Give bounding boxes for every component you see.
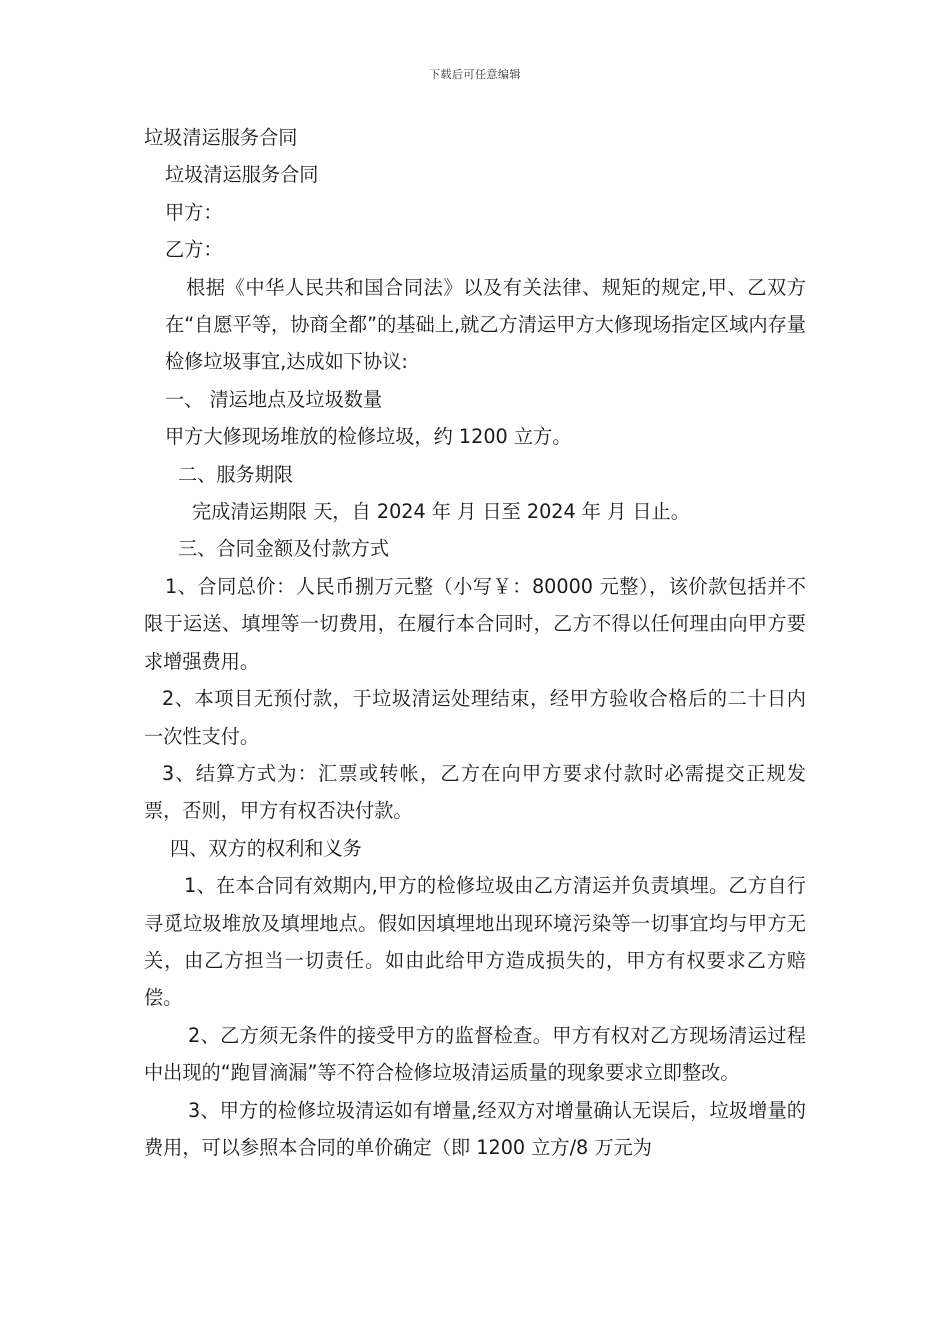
section-4-item-1: 1、在本合同有效期内,甲方的检修垃圾由乙方清运并负责填埋。乙方自行寻觅垃圾堆放及填埋地点。假如因填埋地出现环境污染等一切事宜均与甲方无关，由乙方担当一切责任。如由此给甲方造成损失的，甲方有权要求乙方赔偿。 bbox=[144, 874, 806, 1010]
section-1-text: 甲方大修现场堆放的检修垃圾，约 1200 立方。 bbox=[165, 425, 572, 449]
document-body bbox=[144, 119, 806, 1166]
section-1-heading: 一、 清运地点及垃圾数量 bbox=[165, 387, 383, 411]
section-3-item-1: 1、合同总价：人民币捌万元整（小写￥：80000 元整），该价款包括并不限于运送、填埋等一切费用，在履行本合同时，乙方不得以任何理由向甲方要求增强费用。 bbox=[144, 574, 806, 673]
party-b-line: 乙方： bbox=[165, 238, 223, 262]
party-a-line: 甲方： bbox=[165, 200, 223, 224]
section-2-heading: 二、服务期限 bbox=[178, 462, 294, 486]
section-3-heading: 三、合同金额及付款方式 bbox=[178, 537, 390, 561]
section-3-item-3: 3、结算方式为：汇票或转帐，乙方在向甲方要求付款时必需提交正规发票，否则，甲方有权否决付款。 bbox=[144, 761, 806, 823]
section-4-item-2: 2、乙方须无条件的接受甲方的监督检查。甲方有权对乙方现场清运过程中出现的“跑冒滴漏”等不符合检修垃圾清运质量的现象要求立即整改。 bbox=[144, 1023, 806, 1085]
preamble-paragraph: 根据《中华人民共和国合同法》以及有关法律、规矩的规定,甲、乙双方在“自愿平等，协商全都”的基础上,就乙方清运甲方大修现场指定区域内存量检修垃圾事宜,达成如下协议: bbox=[165, 275, 806, 374]
page-header: 下载后可任意编辑 bbox=[429, 68, 521, 81]
section-4-item-3: 3、甲方的检修垃圾清运如有增量,经双方对增量确认无误后，垃圾增量的费用，可以参照本合同的单价确定（即 1200 立方/8 万元为 bbox=[144, 1098, 806, 1159]
doc-subtitle: 垃圾清运服务合同 bbox=[165, 163, 319, 187]
section-3-item-2: 2、本项目无预付款，于垃圾清运处理结束，经甲方验收合格后的二十日内一次性支付。 bbox=[144, 687, 806, 748]
section-4-heading: 四、双方的权利和义务 bbox=[170, 836, 362, 860]
section-2-text: 完成清运期限 天，自 2024 年 月 日至 2024 年 月 日止。 bbox=[192, 500, 690, 524]
doc-title: 垃圾清运服务合同 bbox=[144, 126, 298, 149]
